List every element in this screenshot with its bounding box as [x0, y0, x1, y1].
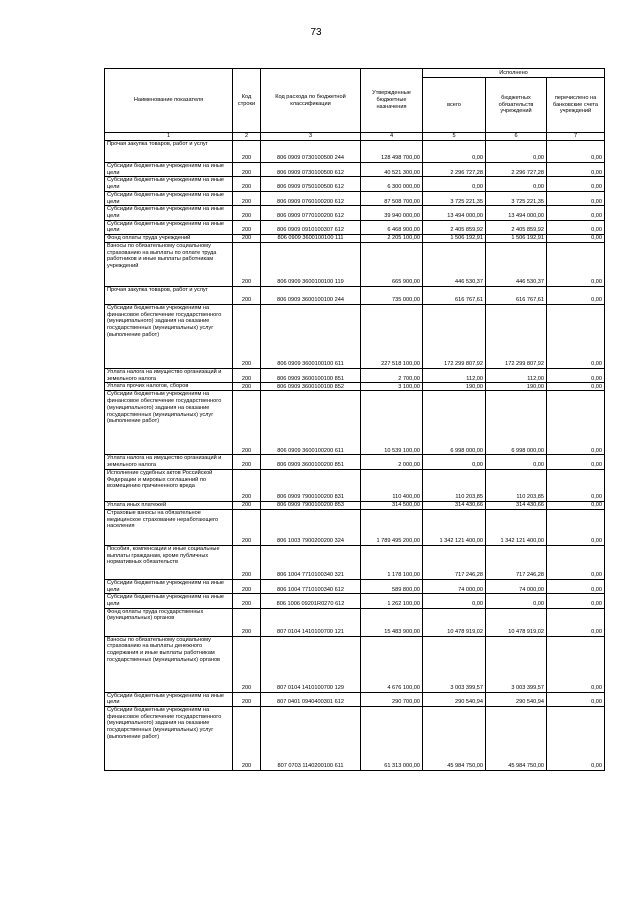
row-name: Уплата налога на имущество организаций и земельного налога: [105, 369, 233, 383]
row-approved: 39 940 000,00: [361, 206, 423, 220]
row-code: 200: [233, 305, 261, 369]
row-name: Фонд оплаты труда государственных (муниципальных) органов: [105, 608, 233, 636]
table-row: [105, 391, 605, 455]
table-row: [105, 383, 605, 391]
table-body: [105, 141, 605, 771]
table-row: [105, 287, 605, 305]
row-kbk: 806 0909 3600100100 111: [261, 235, 361, 243]
row-executed-obligations: 45 984 750,00: [486, 707, 547, 771]
row-code: 200: [233, 579, 261, 593]
row-approved: 665 900,00: [361, 243, 423, 287]
row-approved: 735 000,00: [361, 287, 423, 305]
row-code: 200: [233, 163, 261, 177]
column-number: 6: [486, 133, 547, 141]
row-kbk: 806 0909 7900100200 853: [261, 501, 361, 509]
row-executed-obligations: 0,00: [486, 594, 547, 608]
row-executed-total: 10 478 919,02: [423, 608, 486, 636]
row-executed-transferred: 0,00: [547, 383, 605, 391]
row-code: 200: [233, 636, 261, 692]
row-kbk: 806 0909 0760100200 612: [261, 191, 361, 205]
row-executed-transferred: 0,00: [547, 235, 605, 243]
row-name: Субсидии бюджетным учреждениям на финансовое обеспечение государственного (муниципального) задания на оказание государственных (муниципальных) услуг (выполнение работ): [105, 305, 233, 369]
table-row: [105, 692, 605, 706]
header-executed: Исполнено: [423, 69, 605, 78]
row-executed-total: 1 506 192,91: [423, 235, 486, 243]
row-approved: 10 539 100,00: [361, 391, 423, 455]
row-executed-obligations: 74 000,00: [486, 579, 547, 593]
row-executed-total: 616 767,61: [423, 287, 486, 305]
row-name: Фонд оплаты труда учреждений: [105, 235, 233, 243]
row-executed-total: 717 246,28: [423, 545, 486, 579]
row-executed-total: 3 003 399,57: [423, 636, 486, 692]
row-executed-total: 446 530,37: [423, 243, 486, 287]
row-executed-total: 6 998 000,00: [423, 391, 486, 455]
row-name: Прочая закупка товаров, работ и услуг: [105, 141, 233, 163]
table-row: [105, 235, 605, 243]
row-executed-obligations: 0,00: [486, 141, 547, 163]
row-executed-total: 2 405 859,92: [423, 220, 486, 234]
row-executed-obligations: 314 430,66: [486, 501, 547, 509]
row-kbk: 807 0703 1140200100 611: [261, 707, 361, 771]
row-executed-transferred: 0,00: [547, 692, 605, 706]
column-number: 4: [361, 133, 423, 141]
row-name: Страховые взносы на обязательное медицинское страхование неработающего населения: [105, 509, 233, 545]
table-row: [105, 636, 605, 692]
row-approved: 589 800,00: [361, 579, 423, 593]
header-executed-transferred: перечислено на банковские счета учреждений: [547, 78, 605, 133]
row-executed-total: 1 342 121 400,00: [423, 509, 486, 545]
table-row: [105, 545, 605, 579]
header-name: Наименование показателя: [105, 69, 233, 133]
row-kbk: 806 0909 7900100200 831: [261, 469, 361, 501]
column-number: 5: [423, 133, 486, 141]
row-kbk: 806 0909 3600100100 852: [261, 383, 361, 391]
table-row: [105, 579, 605, 593]
row-name: Пособия, компенсации и иные социальные выплаты гражданам, кроме публичных нормативных обязательств: [105, 545, 233, 579]
row-executed-total: 45 984 750,00: [423, 707, 486, 771]
row-executed-obligations: 717 246,28: [486, 545, 547, 579]
row-approved: 227 518 100,00: [361, 305, 423, 369]
row-kbk: 807 0104 1410100700 121: [261, 608, 361, 636]
row-name: Субсидии бюджетным учреждениям на иные цели: [105, 692, 233, 706]
row-approved: 2 205 100,00: [361, 235, 423, 243]
row-executed-total: 314 430,66: [423, 501, 486, 509]
row-name: Субсидии бюджетным учреждениям на иные цели: [105, 594, 233, 608]
page-number: 73: [310, 27, 322, 38]
table-row: [105, 305, 605, 369]
row-executed-obligations: 112,00: [486, 369, 547, 383]
row-executed-obligations: 1 506 192,91: [486, 235, 547, 243]
row-executed-obligations: 3 003 399,57: [486, 636, 547, 692]
row-executed-obligations: 10 478 919,02: [486, 608, 547, 636]
row-executed-obligations: 290 540,94: [486, 692, 547, 706]
row-approved: 1 262 100,00: [361, 594, 423, 608]
row-executed-total: 13 494 000,00: [423, 206, 486, 220]
row-executed-transferred: 0,00: [547, 636, 605, 692]
table-row: [105, 594, 605, 608]
row-executed-transferred: 0,00: [547, 191, 605, 205]
table-row: [105, 243, 605, 287]
row-executed-total: 172 299 807,92: [423, 305, 486, 369]
row-code: 200: [233, 391, 261, 455]
table-row: [105, 369, 605, 383]
row-approved: 1 178 100,00: [361, 545, 423, 579]
row-code: 200: [233, 220, 261, 234]
row-executed-transferred: 0,00: [547, 579, 605, 593]
row-name: Уплата прочих налогов, сборов: [105, 383, 233, 391]
row-name: Субсидии бюджетным учреждениям на иные цели: [105, 177, 233, 191]
row-executed-total: 110 203,85: [423, 469, 486, 501]
row-kbk: 806 0909 3600100100 119: [261, 243, 361, 287]
row-code: 200: [233, 369, 261, 383]
row-approved: 61 313 000,00: [361, 707, 423, 771]
row-kbk: 806 0909 3600100200 851: [261, 455, 361, 469]
row-name: Взносы по обязательному социальному страхованию на выплаты по оплате труда работников и иные выплаты работникам учреждений: [105, 243, 233, 287]
row-kbk: 806 0909 0730100500 612: [261, 163, 361, 177]
row-name: Прочая закупка товаров, работ и услуг: [105, 287, 233, 305]
row-name: Субсидии бюджетным учреждениям на иные цели: [105, 163, 233, 177]
budget-execution-table: [104, 68, 605, 771]
row-executed-total: 0,00: [423, 455, 486, 469]
row-code: 200: [233, 206, 261, 220]
row-executed-transferred: 0,00: [547, 287, 605, 305]
row-executed-transferred: 0,00: [547, 206, 605, 220]
row-code: 200: [233, 383, 261, 391]
row-code: 200: [233, 707, 261, 771]
row-code: 200: [233, 243, 261, 287]
table-row: [105, 206, 605, 220]
row-executed-transferred: 0,00: [547, 545, 605, 579]
row-name: Субсидии бюджетным учреждениям на иные цели: [105, 206, 233, 220]
column-number: 3: [261, 133, 361, 141]
column-number: 1: [105, 133, 233, 141]
row-executed-obligations: 3 725 221,35: [486, 191, 547, 205]
table-row: [105, 163, 605, 177]
table-row: [105, 455, 605, 469]
row-code: 200: [233, 545, 261, 579]
row-executed-transferred: 0,00: [547, 501, 605, 509]
table-row: [105, 469, 605, 501]
row-executed-total: 74 000,00: [423, 579, 486, 593]
row-approved: 6 300 000,00: [361, 177, 423, 191]
row-executed-total: 0,00: [423, 141, 486, 163]
row-executed-transferred: 0,00: [547, 305, 605, 369]
table-row: [105, 501, 605, 509]
row-kbk: 806 0909 0910100307 612: [261, 220, 361, 234]
row-kbk: 806 0909 0730100500 244: [261, 141, 361, 163]
row-executed-transferred: 0,00: [547, 594, 605, 608]
row-approved: 128 498 700,00: [361, 141, 423, 163]
row-code: 200: [233, 235, 261, 243]
row-approved: 1 789 495 200,00: [361, 509, 423, 545]
row-executed-obligations: 2 405 859,92: [486, 220, 547, 234]
row-executed-obligations: 2 296 727,28: [486, 163, 547, 177]
row-name: Субсидии бюджетным учреждениям на иные цели: [105, 579, 233, 593]
table-row: [105, 191, 605, 205]
row-kbk: 806 0909 3600100100 851: [261, 369, 361, 383]
row-executed-obligations: 110 203,85: [486, 469, 547, 501]
row-approved: 4 676 100,00: [361, 636, 423, 692]
row-name: Взносы по обязательному социальному страхованию на выплаты денежного содержания и иные выплаты работникам государственных (муниципальных) органов: [105, 636, 233, 692]
row-executed-transferred: 0,00: [547, 369, 605, 383]
row-approved: 15 483 900,00: [361, 608, 423, 636]
row-code: 200: [233, 177, 261, 191]
row-code: 200: [233, 287, 261, 305]
row-executed-obligations: 0,00: [486, 455, 547, 469]
row-name: Субсидии бюджетным учреждениям на иные цели: [105, 220, 233, 234]
header-executed-total: всего: [423, 78, 486, 133]
row-approved: 290 700,00: [361, 692, 423, 706]
row-code: 200: [233, 692, 261, 706]
row-code: 200: [233, 509, 261, 545]
row-approved: 314 500,00: [361, 501, 423, 509]
row-kbk: 806 1004 7710100340 321: [261, 545, 361, 579]
row-code: 200: [233, 469, 261, 501]
row-executed-obligations: 616 767,61: [486, 287, 547, 305]
row-name: Субсидии бюджетным учреждениям на иные цели: [105, 191, 233, 205]
row-executed-obligations: 172 299 807,92: [486, 305, 547, 369]
row-executed-obligations: 190,00: [486, 383, 547, 391]
row-name: Субсидии бюджетным учреждениям на финансовое обеспечение государственного (муниципального) задания на оказание государственных (муниципальных) услуг (выполнение работ): [105, 391, 233, 455]
row-executed-obligations: 13 494 000,00: [486, 206, 547, 220]
row-kbk: 806 1004 7710100340 612: [261, 579, 361, 593]
header-code: Код строки: [233, 69, 261, 133]
row-kbk: 806 0909 0770100200 612: [261, 206, 361, 220]
row-kbk: 806 0909 3600100100 611: [261, 305, 361, 369]
row-kbk: 806 0909 3600100200 611: [261, 391, 361, 455]
row-kbk: 806 1003 7900200200 324: [261, 509, 361, 545]
row-kbk: 806 1006 09201R0270 612: [261, 594, 361, 608]
row-code: 200: [233, 608, 261, 636]
row-code: 200: [233, 501, 261, 509]
column-number: 7: [547, 133, 605, 141]
table-row: [105, 608, 605, 636]
row-approved: 40 521 300,00: [361, 163, 423, 177]
row-executed-total: 0,00: [423, 177, 486, 191]
row-approved: 110 400,00: [361, 469, 423, 501]
row-executed-transferred: 0,00: [547, 391, 605, 455]
row-name: Субсидии бюджетным учреждениям на финансовое обеспечение государственного (муниципального) задания на оказание государственных (муниципальных) услуг (выполнение работ): [105, 707, 233, 771]
header-kbk: Код расхода по бюджетной классификации: [261, 69, 361, 133]
row-executed-obligations: 0,00: [486, 177, 547, 191]
row-kbk: 807 0401 0940400301 612: [261, 692, 361, 706]
row-approved: 2 700,00: [361, 369, 423, 383]
row-executed-transferred: 0,00: [547, 707, 605, 771]
row-code: 200: [233, 191, 261, 205]
row-executed-obligations: 1 342 121 400,00: [486, 509, 547, 545]
row-executed-transferred: 0,00: [547, 455, 605, 469]
row-code: 200: [233, 141, 261, 163]
table-row: [105, 177, 605, 191]
row-approved: 2 000,00: [361, 455, 423, 469]
row-executed-total: 290 540,94: [423, 692, 486, 706]
row-approved: 87 508 700,00: [361, 191, 423, 205]
row-code: 200: [233, 455, 261, 469]
row-executed-transferred: 0,00: [547, 141, 605, 163]
table-row: [105, 141, 605, 163]
row-executed-total: 112,00: [423, 369, 486, 383]
row-executed-transferred: 0,00: [547, 608, 605, 636]
row-kbk: 806 0909 0750100500 612: [261, 177, 361, 191]
table-row: [105, 509, 605, 545]
row-executed-transferred: 0,00: [547, 243, 605, 287]
row-code: 200: [233, 594, 261, 608]
row-executed-total: 0,00: [423, 594, 486, 608]
header-approved: Утвержденные бюджетные назначения: [361, 69, 423, 133]
row-name: Уплата налога на имущество организаций и земельного налога: [105, 455, 233, 469]
row-executed-obligations: 446 530,37: [486, 243, 547, 287]
row-executed-total: 2 296 727,28: [423, 163, 486, 177]
row-name: Исполнение судебных актов Российской Федерации и мировых соглашений по возмещению причиненного вреда: [105, 469, 233, 501]
row-kbk: 807 0104 1410100700 129: [261, 636, 361, 692]
row-approved: 6 468 900,00: [361, 220, 423, 234]
row-executed-total: 190,00: [423, 383, 486, 391]
table-row: [105, 707, 605, 771]
row-approved: 3 100,00: [361, 383, 423, 391]
row-executed-transferred: 0,00: [547, 469, 605, 501]
table-row: [105, 220, 605, 234]
row-executed-total: 3 725 221,35: [423, 191, 486, 205]
row-executed-transferred: 0,00: [547, 509, 605, 545]
row-executed-transferred: 0,00: [547, 220, 605, 234]
column-number-row: [105, 133, 605, 141]
row-executed-obligations: 6 998 000,00: [486, 391, 547, 455]
row-name: Уплата иных платежей: [105, 501, 233, 509]
row-executed-transferred: 0,00: [547, 163, 605, 177]
row-executed-transferred: 0,00: [547, 177, 605, 191]
column-number: 2: [233, 133, 261, 141]
row-kbk: 806 0909 3600100100 244: [261, 287, 361, 305]
header-executed-obligations: бюджетных обязательств учреждений: [486, 78, 547, 133]
